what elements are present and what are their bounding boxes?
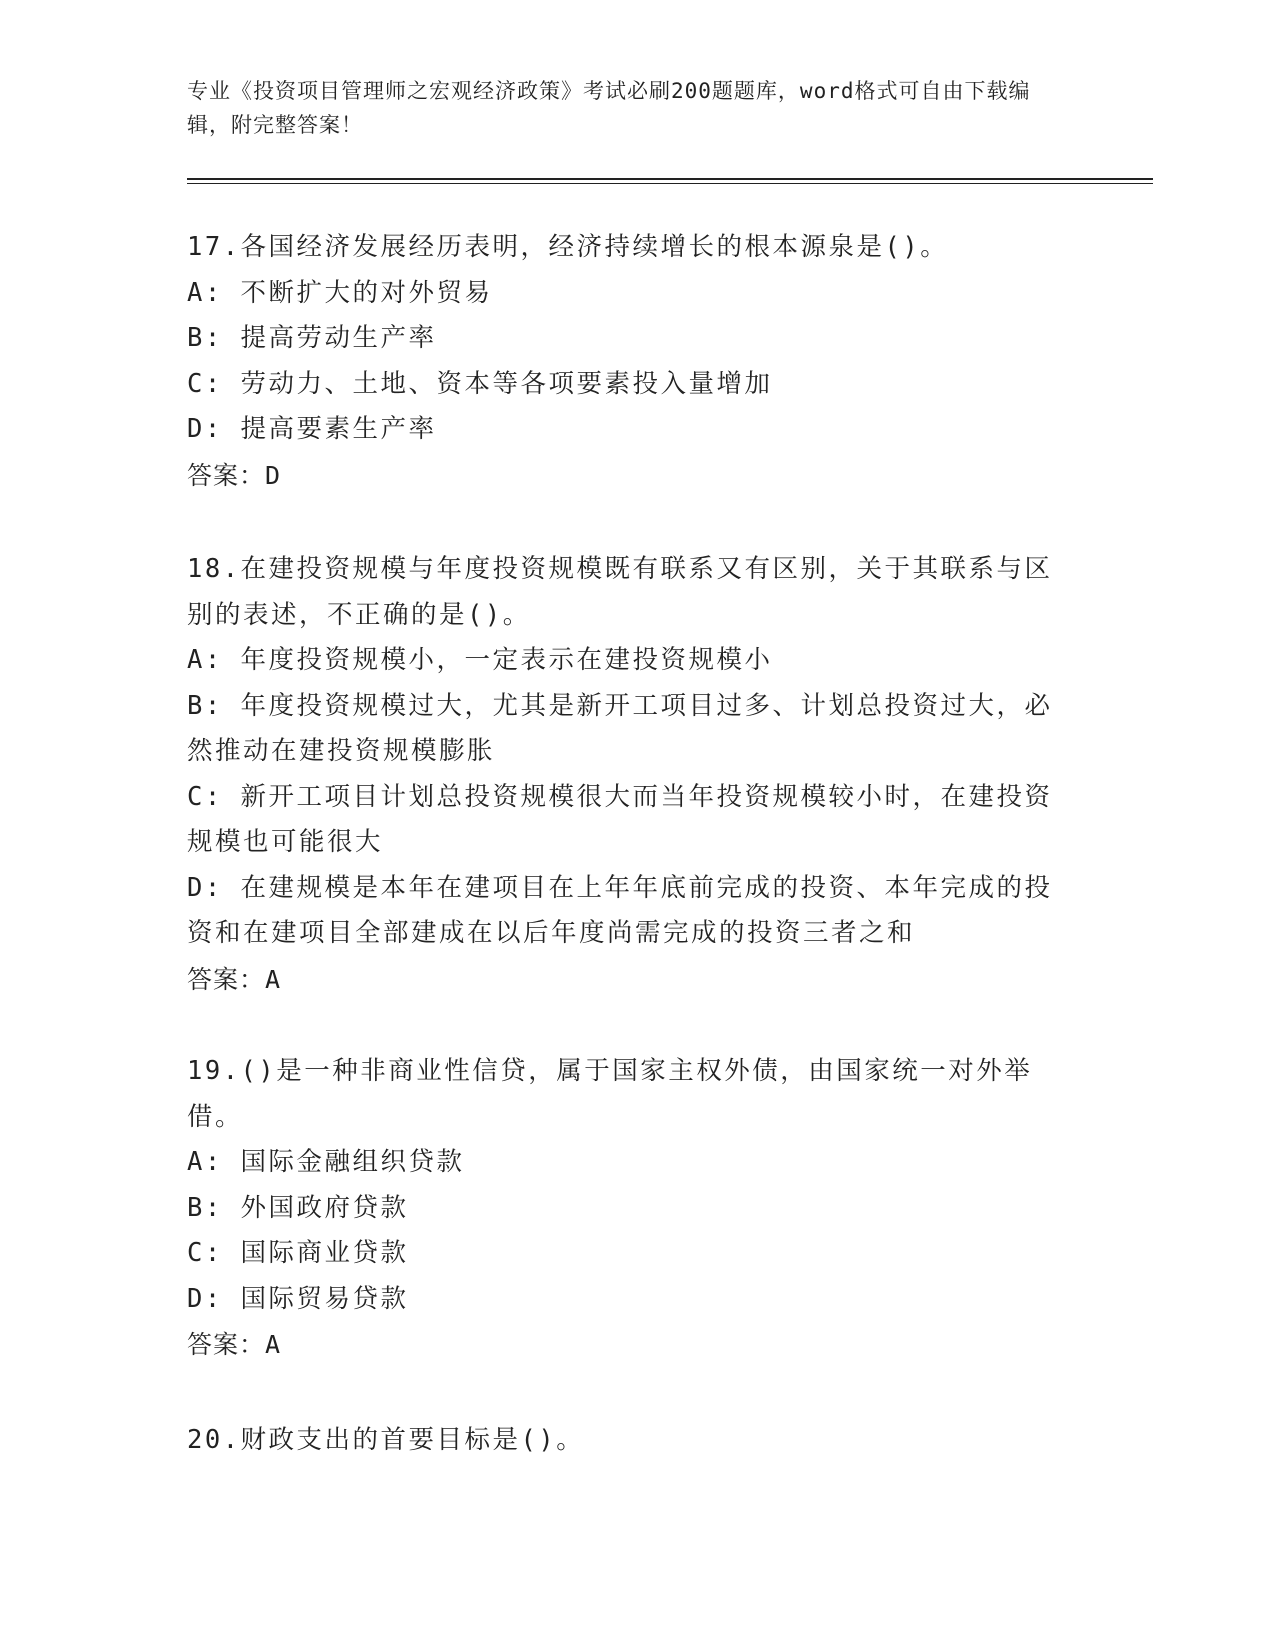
option-d: D: 在建规模是本年在建项目在上年年底前完成的投资、本年完成的投资和在建项目全部建成在以后年度尚需完成的投资三者之和 <box>187 872 1053 948</box>
option-b: B: 提高劳动生产率 <box>187 323 437 353</box>
answer-label: 答案： <box>187 964 266 994</box>
answer-line <box>187 1322 1067 1368</box>
option-a: A: 国际金融组织贷款 <box>187 1147 465 1177</box>
option-c: C: 国际商业贷款 <box>187 1238 409 1268</box>
option-d: D: 提高要素生产率 <box>187 414 437 444</box>
option-d: D: 国际贸易贷款 <box>187 1283 409 1314</box>
option-b: B: 外国政府贷款 <box>187 1192 409 1223</box>
option-b: B: 年度投资规模过大，尤其是新开工项目过多、计划总投资过大，必然推动在建投资规模膨胀 <box>187 690 1053 766</box>
header-divider-thin <box>187 183 1153 184</box>
question-18 <box>187 547 1067 1002</box>
question-20 <box>187 1418 1067 1464</box>
answer-label: 答案： <box>187 1330 266 1359</box>
question-stem: 20.财政支出的首要目标是()。 <box>187 1425 585 1455</box>
document-header: 专业《投资项目管理师之宏观经济政策》考试必刷200题题库，word格式可自由下载编辑，附完整答案！ <box>187 79 1031 137</box>
question-stem: 19.()是一种非商业性信贷，属于国家主权外债，由国家统一对外举借。 <box>187 1056 1033 1132</box>
question-17 <box>187 225 1067 498</box>
option-c: C: 新开工项目计划总投资规模很大而当年投资规模较小时，在建投资规模也可能很大 <box>187 781 1053 857</box>
option-c: C: 劳动力、土地、资本等各项要素投入量增加 <box>187 368 773 399</box>
question-stem: 18.在建投资规模与年度投资规模既有联系又有区别，关于其联系与区别的表述，不正确的是()。 <box>187 554 1053 630</box>
option-a: A: 不断扩大的对外贸易 <box>187 277 493 308</box>
answer-value: A <box>265 964 282 994</box>
answer-value: A <box>265 1330 282 1359</box>
answer-line <box>187 957 1067 1003</box>
option-a: A: 年度投资规模小，一定表示在建投资规模小 <box>187 645 773 675</box>
question-19 <box>187 1049 1067 1368</box>
header-divider-thick <box>187 178 1153 180</box>
answer-line <box>187 453 1067 499</box>
answer-label: 答案： <box>187 460 266 490</box>
answer-value: D <box>265 460 282 490</box>
question-stem: 17.各国经济发展经历表明，经济持续增长的根本源泉是()。 <box>187 232 949 262</box>
